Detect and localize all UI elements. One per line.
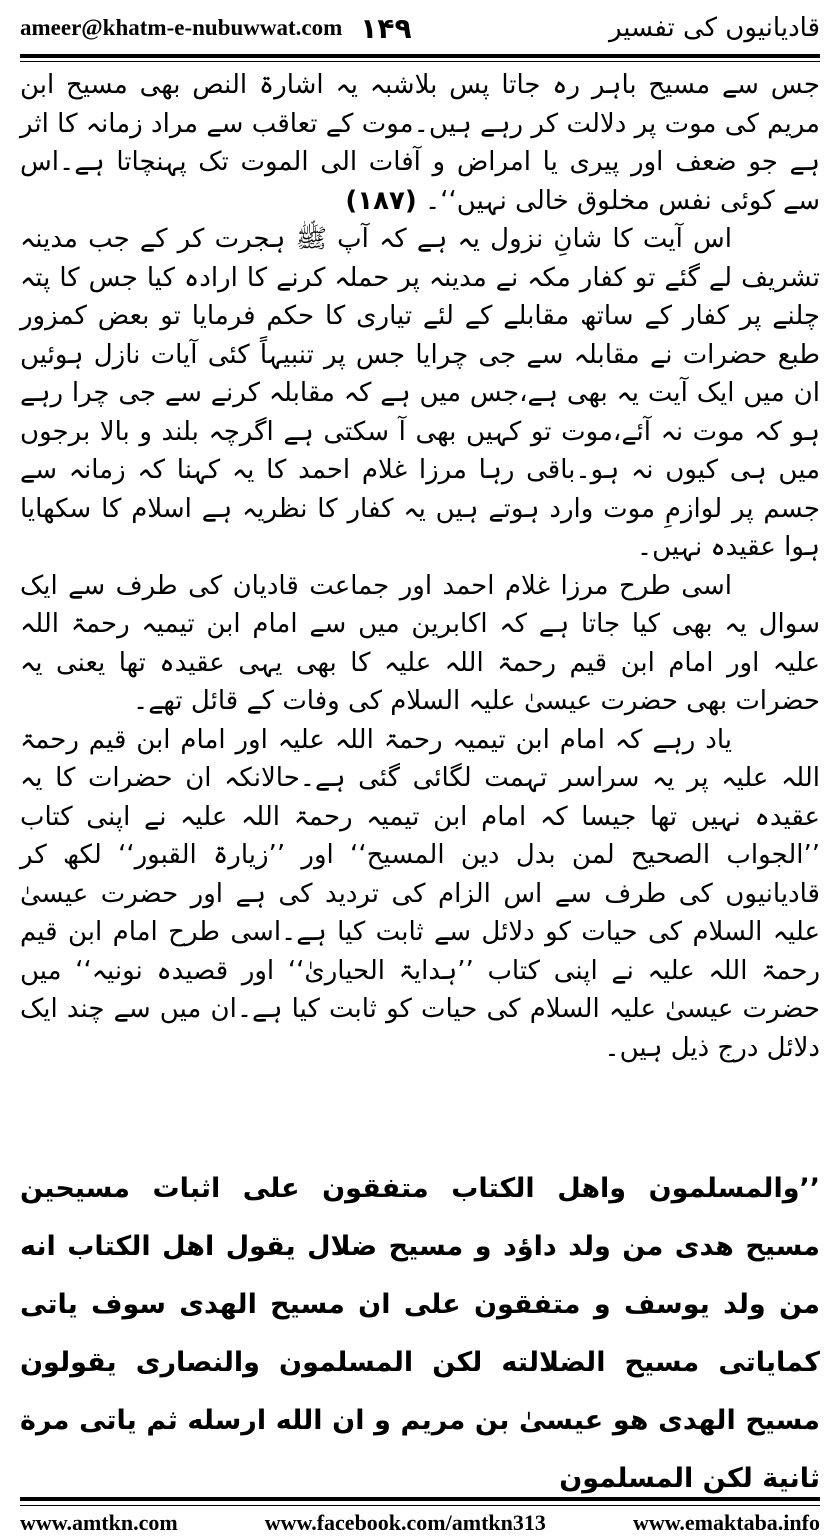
page-header (20, 6, 820, 50)
footer-link-facebook[interactable]: www.facebook.com/amtkn313 (264, 1510, 546, 1535)
paragraph-1-text: جس سے مسیح باہر رہ جاتا پس بلاشبہ یہ اشارۃ النص بھی مسیح ابن مریم کی موت پر دلالت کر رہے ہیں۔موت کے تعاقب سے مراد زمانہ کا اثر ہے جو ضعف اور پیری یا امراض و آفات الی الموت تک پہنچاتا ہے۔اس سے کوئی نفس مخلوق خالی نہیں‘‘۔ (20, 70, 820, 216)
page-number: ۱۴۹ (360, 11, 412, 45)
arabic-quotation (20, 1160, 820, 1508)
reference-number: (۱۸۷) (345, 185, 417, 216)
urdu-body-text (20, 66, 820, 1067)
paragraph-2: اس آیت کا شانِ نزول یہ ہے کہ آپ ﷺ ہجرت کر کے جب مدینہ تشریف لے گئے تو کفار مکہ نے مدینہ پر حملہ کرنے کا ارادہ کیا جس کا پتہ چلنے پر کفار کے ساتھ مقابلے کے لئے تیاری کا حکم فرمایا تو بعض کمزور طبع حضرات نے مقابلہ سے جی چرایا جس پر تنبیہاً کئی آیات نازل ہوئیں ان میں ایک آیت یہ بھی ہے،جس میں ہے کہ مقابلہ کرنے سے جی چرا رہے ہو کہ موت نہ آئے،موت تو کہیں بھی آ سکتی ہے اگرچہ بلند و بالا برجوں میں ہی کیوں نہ ہو۔باقی رہا مرزا غلام احمد کا یہ کہنا کہ زمانہ سے جسم پر لوازمِ موت وارد ہوتے ہیں یہ کفار کا نظریہ ہے اسلام کا سکھایا ہوا عقیدہ نہیں۔ (20, 224, 820, 562)
header-email: ameer@khatm-e-nubuwwat.com (20, 15, 343, 40)
header-left-group (20, 12, 412, 45)
paragraph-4: یاد رہے کہ امام ابن تیمیہ رحمۃ اللہ علیہ اور امام ابن قیم رحمۃ اللہ علیہ پر یہ سراسر تہمت لگائی گئی ہے۔حالانکہ ان حضرات کا یہ عقیدہ نہیں تھا جیسا کہ امام ابن تیمیہ رحمۃ اللہ علیہ نے اپنی کتاب ’’الجواب الصحیح لمن بدل دین المسیح‘‘ اور ’’زیارۃ القبور‘‘ لکھ کر قادیانیوں کی طرف سے اس الزام کی تردید کی ہے اور حضرت عیسیٰ علیہ السلام کی حیات کو دلائل سے ثابت کیا ہے۔اسی طرح امام ابن قیم رحمۃ اللہ علیہ نے اپنی کتاب ’’ہدایۃ الحیاریٰ‘‘ اور قصیدہ نونیہ‘‘ میں حضرت عیسیٰ علیہ السلام کی حیات کو ثابت کیا ہے۔ان میں سے چند ایک دلائل درج ذیل ہیں۔ (20, 724, 820, 1063)
footer-rule-thick (20, 1497, 820, 1501)
header-rule-thin (20, 61, 820, 62)
paragraph-1 (20, 66, 820, 220)
footer-link-emaktaba[interactable]: www.emaktaba.info (632, 1510, 820, 1535)
paragraph-3: اسی طرح مرزا غلام احمد اور جماعت قادیان کی طرف سے ایک سوال یہ بھی کیا جاتا ہے کہ اکابرین میں سے امام ابن تیمیہ رحمۃ اللہ علیہ اور امام ابن قیم رحمۃ اللہ علیہ کا بھی یہی عقیدہ تھا یعنی یہ حضرات بھی حضرت عیسیٰ علیہ السلام کی وفات کے قائل تھے۔ (20, 570, 820, 716)
arabic-quote-text: ’’والمسلمون واهل الكتاب متفقون على اثبات مسيحين مسيح هدى من ولد داؤد و مسيح ضلال يقول اهل الكتاب انه من ولد يوسف و متفقون على ان مسيح الهدى سوف ياتى كماياتى مسيح الضلالته لكن المسلمون والنصارى يقولون مسيح الهدى هو عيسىٰ بن مريم و ان الله ارسله ثم ياتى مرة ثانية لكن المسلمون (20, 1173, 820, 1494)
header-rule-thick (20, 54, 820, 58)
page-footer (20, 1508, 820, 1538)
footer-rule-thin (20, 1505, 820, 1506)
book-title: قادیانیوں کی تفسیر (608, 13, 820, 43)
footer-link-amtkn[interactable]: www.amtkn.com (20, 1510, 178, 1535)
